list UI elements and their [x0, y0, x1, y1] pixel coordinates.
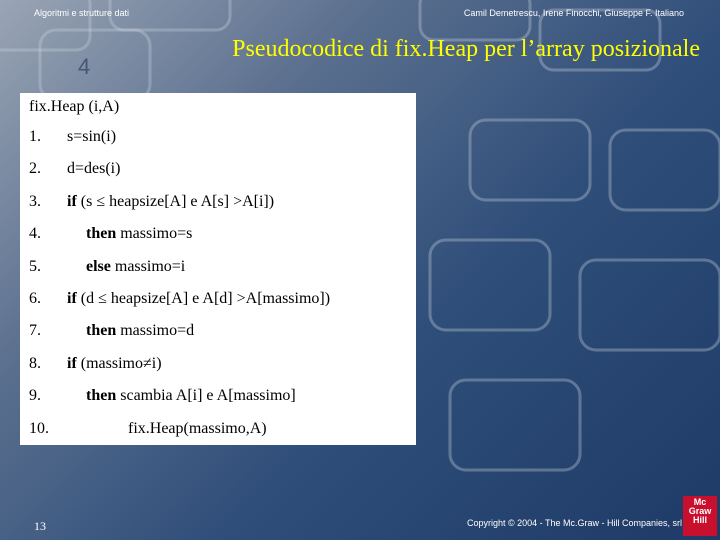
pseudocode-signature: fix.Heap (i,A) [29, 98, 120, 115]
code-line [29, 224, 416, 256]
line-text: fix.Heap(massimo,A) [128, 419, 267, 437]
line-number: 4. [29, 225, 41, 243]
code-line [29, 419, 416, 451]
line-code [128, 419, 267, 439]
line-number: 1. [29, 128, 41, 145]
line-code [67, 159, 120, 179]
line-number: 10. [29, 419, 49, 437]
line-code [86, 257, 185, 277]
line-code [67, 127, 116, 147]
slide-title: Pseudocodice di fix.Heap per l’array posizionale [232, 36, 700, 62]
line-text: d=des(i) [67, 160, 121, 178]
line-number: 6. [29, 289, 41, 307]
code-line [29, 127, 416, 159]
line-text: massimo=d [116, 322, 195, 340]
line-text: massimo=i [110, 257, 186, 275]
line-keyword: if [67, 289, 77, 307]
authors: Camil Demetrescu, Irene Finocchi, Giuseppe F. Italiano [463, 8, 684, 18]
line-number: 5. [29, 257, 41, 275]
course-name: Algoritmi e strutture dati [34, 8, 130, 18]
code-line [29, 257, 416, 289]
logo-line: Mc [693, 497, 707, 507]
copyright-text: Copyright © 2004 - The Mc.Graw - Hill Companies, srl [466, 518, 682, 528]
line-number: 3. [29, 192, 41, 210]
line-text: (d ≤ heapsize[A] e A[d] >A[massimo]) [76, 289, 331, 307]
page-number: 13 [34, 519, 46, 533]
line-text: s=sin(i) [67, 128, 117, 145]
code-line [29, 386, 416, 418]
line-keyword: then [86, 387, 117, 405]
line-code [67, 289, 330, 309]
code-line [29, 192, 416, 224]
line-number: 8. [29, 354, 41, 372]
logo-line: Graw [688, 506, 712, 516]
line-code [67, 354, 162, 374]
mcgraw-hill-logo [683, 496, 717, 536]
line-code [67, 192, 274, 212]
code-line [29, 289, 416, 321]
line-text: massimo=s [116, 225, 193, 243]
line-keyword: if [67, 192, 77, 210]
line-keyword: then [86, 322, 117, 340]
logo-line: Hill [692, 515, 707, 525]
line-code [86, 224, 192, 244]
line-number: 2. [29, 160, 41, 178]
line-code [86, 386, 296, 406]
code-line [29, 159, 416, 191]
key-digit-4: 4 [78, 54, 91, 79]
line-code [86, 321, 194, 341]
line-text: (s ≤ heapsize[A] e A[s] >A[i]) [76, 192, 275, 210]
line-text: scambia A[i] e A[massimo] [116, 387, 296, 405]
line-number: 7. [29, 322, 41, 340]
line-keyword: if [67, 354, 77, 372]
line-keyword: then [86, 225, 117, 243]
code-line [29, 354, 416, 386]
pseudocode-box [20, 93, 416, 445]
line-number: 9. [29, 387, 41, 405]
code-line [29, 321, 416, 353]
line-keyword: else [86, 257, 111, 275]
line-text: (massimo≠i) [76, 354, 162, 372]
